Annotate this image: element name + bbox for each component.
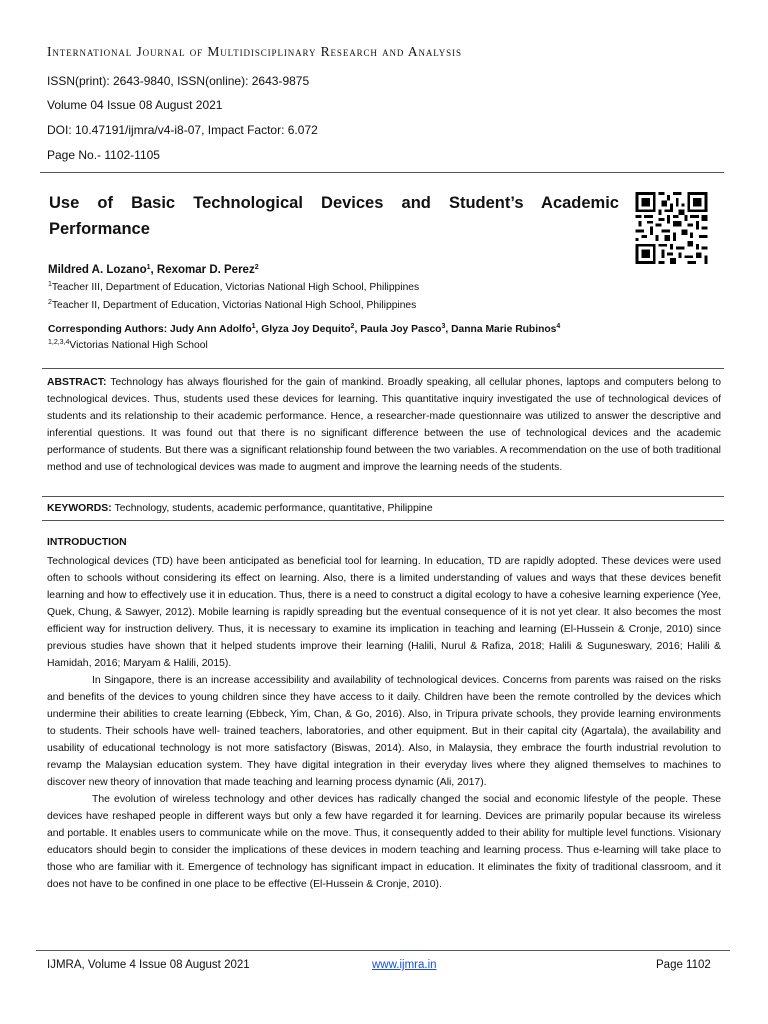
corresponding-label: Corresponding Authors: [48, 324, 171, 335]
footer-journal: IJMRA, Volume 4 Issue 08 August 2021 [47, 959, 250, 971]
corr-author: Paula Joy Pasco [360, 324, 442, 335]
keywords-top-rule [42, 496, 724, 497]
corr-affil-text: Victorias National High School [69, 340, 208, 351]
author-sup: 2 [254, 264, 259, 271]
author-name: Rexomar D. Perez [156, 264, 255, 276]
corr-affil-sup: 1,2,3,4 [48, 339, 70, 346]
author-sup: 1 [146, 264, 151, 271]
abstract-label: ABSTRACT: [47, 377, 111, 388]
author-separator: , [150, 264, 157, 276]
keywords-bottom-rule [42, 520, 724, 521]
pages-line: Page No.- 1102-1105 [47, 148, 160, 162]
intro-paragraph-1: Technological devices (TD) have been anticipated as beneficial tool for learning. In education, TD are rapidly adopted. These devices were used often to schools without considering its effect on learning. Also, there is a limited understanding of values and ways that these devices benefit learning and how to effectively use it in education. Thus, there is a need to construct a digital ecology to have a cohesive learning experience (Yee, Quek, Chung, & Sawyer, 2012). Mobile learning is rapidly spreading but the eventual consequence of it is not yet clear. It also becomes the most efficient way for instruction delivery. Thus, it is necessary to examine its implication in teaching and learning (El-Hussein & Cronje, 2010) since previous studies have shown that it helped students improve their learning (Halili, Nurul & Rafiza, 2018; Halili & Suguneswary, 2016; Halili & Hamidah, 2016; Maryam & Halili, 2015). [47, 556, 721, 669]
corr-author-sup: 1 [251, 323, 256, 330]
affiliation-1 [48, 282, 419, 293]
doi-line: DOI: 10.47191/ijmra/v4-i8-07, Impact Factor: 6.072 [47, 123, 318, 137]
corr-author-sup: 4 [556, 323, 561, 330]
corr-author-sup: 2 [350, 323, 355, 330]
corr-author: Danna Marie Rubinos [451, 324, 557, 335]
affiliation-2 [48, 300, 416, 311]
journal-title: International Journal of Multidisciplinary Research and Analysis [47, 44, 462, 59]
intro-paragraph-3: The evolution of wireless technology and other devices has radically changed the social and economic lifestyle of the people. These devices have reshaped people in different ways but only a few have regarded it for learning. Devices are primarily popular because its wireless and portable. It enables users to communicate while on the move. Thus, it consequently added to their ability for multiple level functions. Visionary educators should begin to consider the implications of these devices in modern teaching and learning process. Thus e-learning will take place to those who are familiar with it. Emergence of technology has significant impact in education. It eliminates the fixity of traditional classroom, and it does not have to be confined in one place to be effective (El-Hussein & Cronje, 2010). [47, 794, 721, 890]
abstract-text: Technology has always flourished for the gain of mankind. Broadly speaking, all cellular phones, laptops and computers belong to technological devices. Thus, students used these devices for learning. This quantitative inquiry investigated the use of technological devices of students and its relationship to their academic performance. Hence, a researcher-made questionnaire was utilized to answer the descriptive and inferential questions. It was found out that there is no significant difference between the use of technological devices and the academic performance of students. But there was a significant relationship found between the two variables. A recommendation on the use of both traditional method and use of technological devices was made to augment and improve the learning needs of the students. [47, 377, 721, 473]
paper-title: Use of Basic Technological Devices and Student’s Academic Performance [49, 194, 619, 238]
footer-rule [36, 950, 730, 951]
affiliation-text: Teacher III, Department of Education, Victorias National High School, Philippines [51, 282, 420, 293]
authors-line [48, 264, 259, 276]
author-name: Mildred A. Lozano [48, 264, 147, 276]
corr-author: Glyza Joy Dequito [261, 324, 351, 335]
corr-author-sup: 3 [441, 323, 446, 330]
corresponding-authors: Corresponding Authors: Judy Ann Adolfo$^1$, Glyza Joy Dequito$^2$, Paula Joy Pasco$^3$, Danna Marie Rubinos$^4$ [48, 323, 561, 335]
corresponding-affiliation [48, 340, 208, 351]
affiliation-sup: 2 [48, 299, 52, 306]
abstract-top-rule [42, 368, 724, 369]
affiliation-text: Teacher II, Department of Education, Victorias National High School, Philippines [51, 300, 417, 311]
footer-page-number: Page 1102 [656, 959, 711, 971]
introduction-body [47, 553, 721, 893]
header-rule [40, 172, 724, 173]
keywords-text: Technology, students, academic performance, quantitative, Philippine [114, 503, 433, 514]
qr-code-icon[interactable] [634, 192, 709, 264]
affiliation-sup: 1 [48, 281, 52, 288]
volume-line: Volume 04 Issue 08 August 2021 [47, 98, 223, 112]
keywords [47, 500, 721, 517]
footer-website-link[interactable]: www.ijmra.in [372, 959, 437, 971]
issn-line: ISSN(print): 2643-9840, ISSN(online): 2643-9875 [47, 74, 310, 88]
corr-author: Judy Ann Adolfo [170, 324, 252, 335]
intro-paragraph-2: In Singapore, there is an increase accessibility and availability of technological devices. Concerns from parents was raised on the risks and benefits of the devices to young children since they have access to it daily. Children have been the remote controlled by the devices which undermine their abilities to create learning (Ebbeck, Yim, Chan, & Go, 2016). Also, in Tripura private schools, they provide learning environments to students. Their schools have well- trained teachers, laboratories, and other equipment. But in their capital city (Agartala), the availability and usability of educational technology is not more satisfactory (Biswas, 2014). Also, in Malaysia, they embrace the fourth industrial revolution to revamp the Malaysian education system. They have digital integration in their everyday lives where they aligned themselves to machines to discover new theory of innovation that made teaching and learning process dynamic (Ali, 2017). [47, 675, 721, 788]
abstract [47, 374, 721, 476]
keywords-label: KEYWORDS: [47, 503, 115, 514]
introduction-heading: INTRODUCTION [47, 537, 127, 548]
